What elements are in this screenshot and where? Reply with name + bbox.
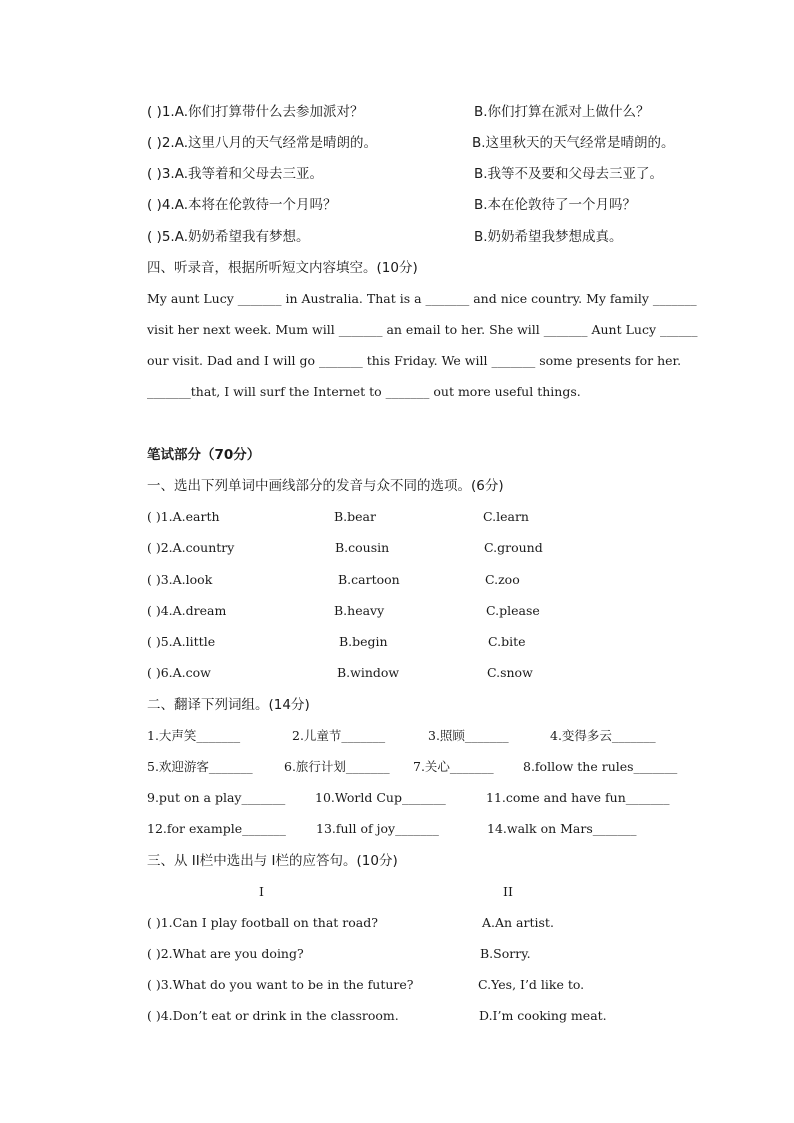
translate-item: 10.World Cup_______ <box>315 790 446 805</box>
translate-item: 3.照顾_______ <box>428 728 509 743</box>
passage-line-2: visit her next week. Mum will _______ an email to her. She will _______ Aunt Lucy ______ <box>147 322 698 337</box>
option-a: ( )6.A.cow <box>147 665 211 680</box>
translate-item: 13.full of joy_______ <box>316 821 439 836</box>
option-a: ( )2.A.country <box>147 540 235 555</box>
option-b: B.这里秋天的天气经常是晴朗的。 <box>472 135 675 151</box>
option-c: C.snow <box>487 665 533 680</box>
written-part-title: 笔试部分（70分） <box>147 447 261 463</box>
translate-item: 1.大声笑_______ <box>147 728 241 743</box>
option-b: B.bear <box>334 509 376 524</box>
option-a: ( )1.A.你们打算带什么去参加派对？ <box>147 104 364 120</box>
translate-item: 14.walk on Mars_______ <box>487 821 637 836</box>
option-b: B.你们打算在派对上做什么？ <box>474 104 650 120</box>
passage-line-4: _______that, I will surf the Internet to _______ out more useful things. <box>147 384 581 399</box>
option-b: B.我等不及要和父母去三亚了。 <box>474 166 664 182</box>
option-b: B.begin <box>339 634 388 649</box>
option-c: C.learn <box>483 509 529 524</box>
passage-line-3: our visit. Dad and I will go _______ this Friday. We will _______ some presents for her. <box>147 353 682 368</box>
option-a: ( )2.A.这里八月的天气经常是晴朗的。 <box>147 135 377 151</box>
option-b: B.window <box>337 665 400 680</box>
option-a: ( )1.A.earth <box>147 509 220 524</box>
column-i-header: I <box>259 884 264 899</box>
match-answer: B.Sorry. <box>480 946 531 961</box>
option-a: ( )3.A.我等着和父母去三亚。 <box>147 166 323 182</box>
passage-line-1: My aunt Lucy _______ in Australia. That is a _______ and nice country. My family _______ <box>147 291 697 306</box>
section-4-title: 四、听录音，根据所听短文内容填空。(10分) <box>147 260 418 276</box>
option-b: B.本在伦敦待了一个月吗？ <box>474 197 637 213</box>
option-a: ( )3.A.look <box>147 572 213 587</box>
option-a: ( )4.A.本将在伦敦待一个月吗？ <box>147 197 337 213</box>
translate-item: 11.come and have fun_______ <box>486 790 670 805</box>
translate-item: 9.put on a play_______ <box>147 790 286 805</box>
translate-item: 12.for example_______ <box>147 821 286 836</box>
match-answer: A.An artist. <box>482 915 554 930</box>
translate-item: 8.follow the rules_______ <box>523 759 678 774</box>
match-answer: C.Yes, I’d like to. <box>478 977 585 992</box>
column-ii-header: II <box>503 884 513 899</box>
translate-item: 2.儿童节_______ <box>292 728 386 743</box>
match-question: ( )2.What are you doing? <box>147 946 304 961</box>
section-3-title: 三、从 II栏中选出与 I栏的应答句。(10分) <box>147 853 398 869</box>
option-a: ( )4.A.dream <box>147 603 227 618</box>
option-b: B.奶奶希望我梦想成真。 <box>474 229 623 245</box>
section-2-title: 二、翻译下列词组。(14分) <box>147 697 310 713</box>
match-question: ( )3.What do you want to be in the future? <box>147 977 414 992</box>
section-1-title: 一、选出下列单词中画线部分的发音与众不同的选项。(6分) <box>147 478 504 494</box>
option-b: B.cartoon <box>338 572 400 587</box>
translate-item: 6.旅行计划_______ <box>284 759 390 774</box>
match-answer: D.I’m cooking meat. <box>479 1008 607 1023</box>
match-question: ( )1.Can I play football on that road? <box>147 915 378 930</box>
option-c: C.ground <box>484 540 543 555</box>
option-c: C.please <box>486 603 540 618</box>
translate-item: 5.欢迎游客_______ <box>147 759 253 774</box>
option-a: ( )5.A.奶奶希望我有梦想。 <box>147 229 310 245</box>
match-question: ( )4.Don’t eat or drink in the classroom. <box>147 1008 399 1023</box>
option-c: C.bite <box>488 634 526 649</box>
translate-item: 7.关心_______ <box>413 759 494 774</box>
option-a: ( )5.A.little <box>147 634 216 649</box>
option-c: C.zoo <box>485 572 520 587</box>
option-b: B.cousin <box>335 540 390 555</box>
option-b: B.heavy <box>334 603 385 618</box>
translate-item: 4.变得多云_______ <box>550 728 656 743</box>
